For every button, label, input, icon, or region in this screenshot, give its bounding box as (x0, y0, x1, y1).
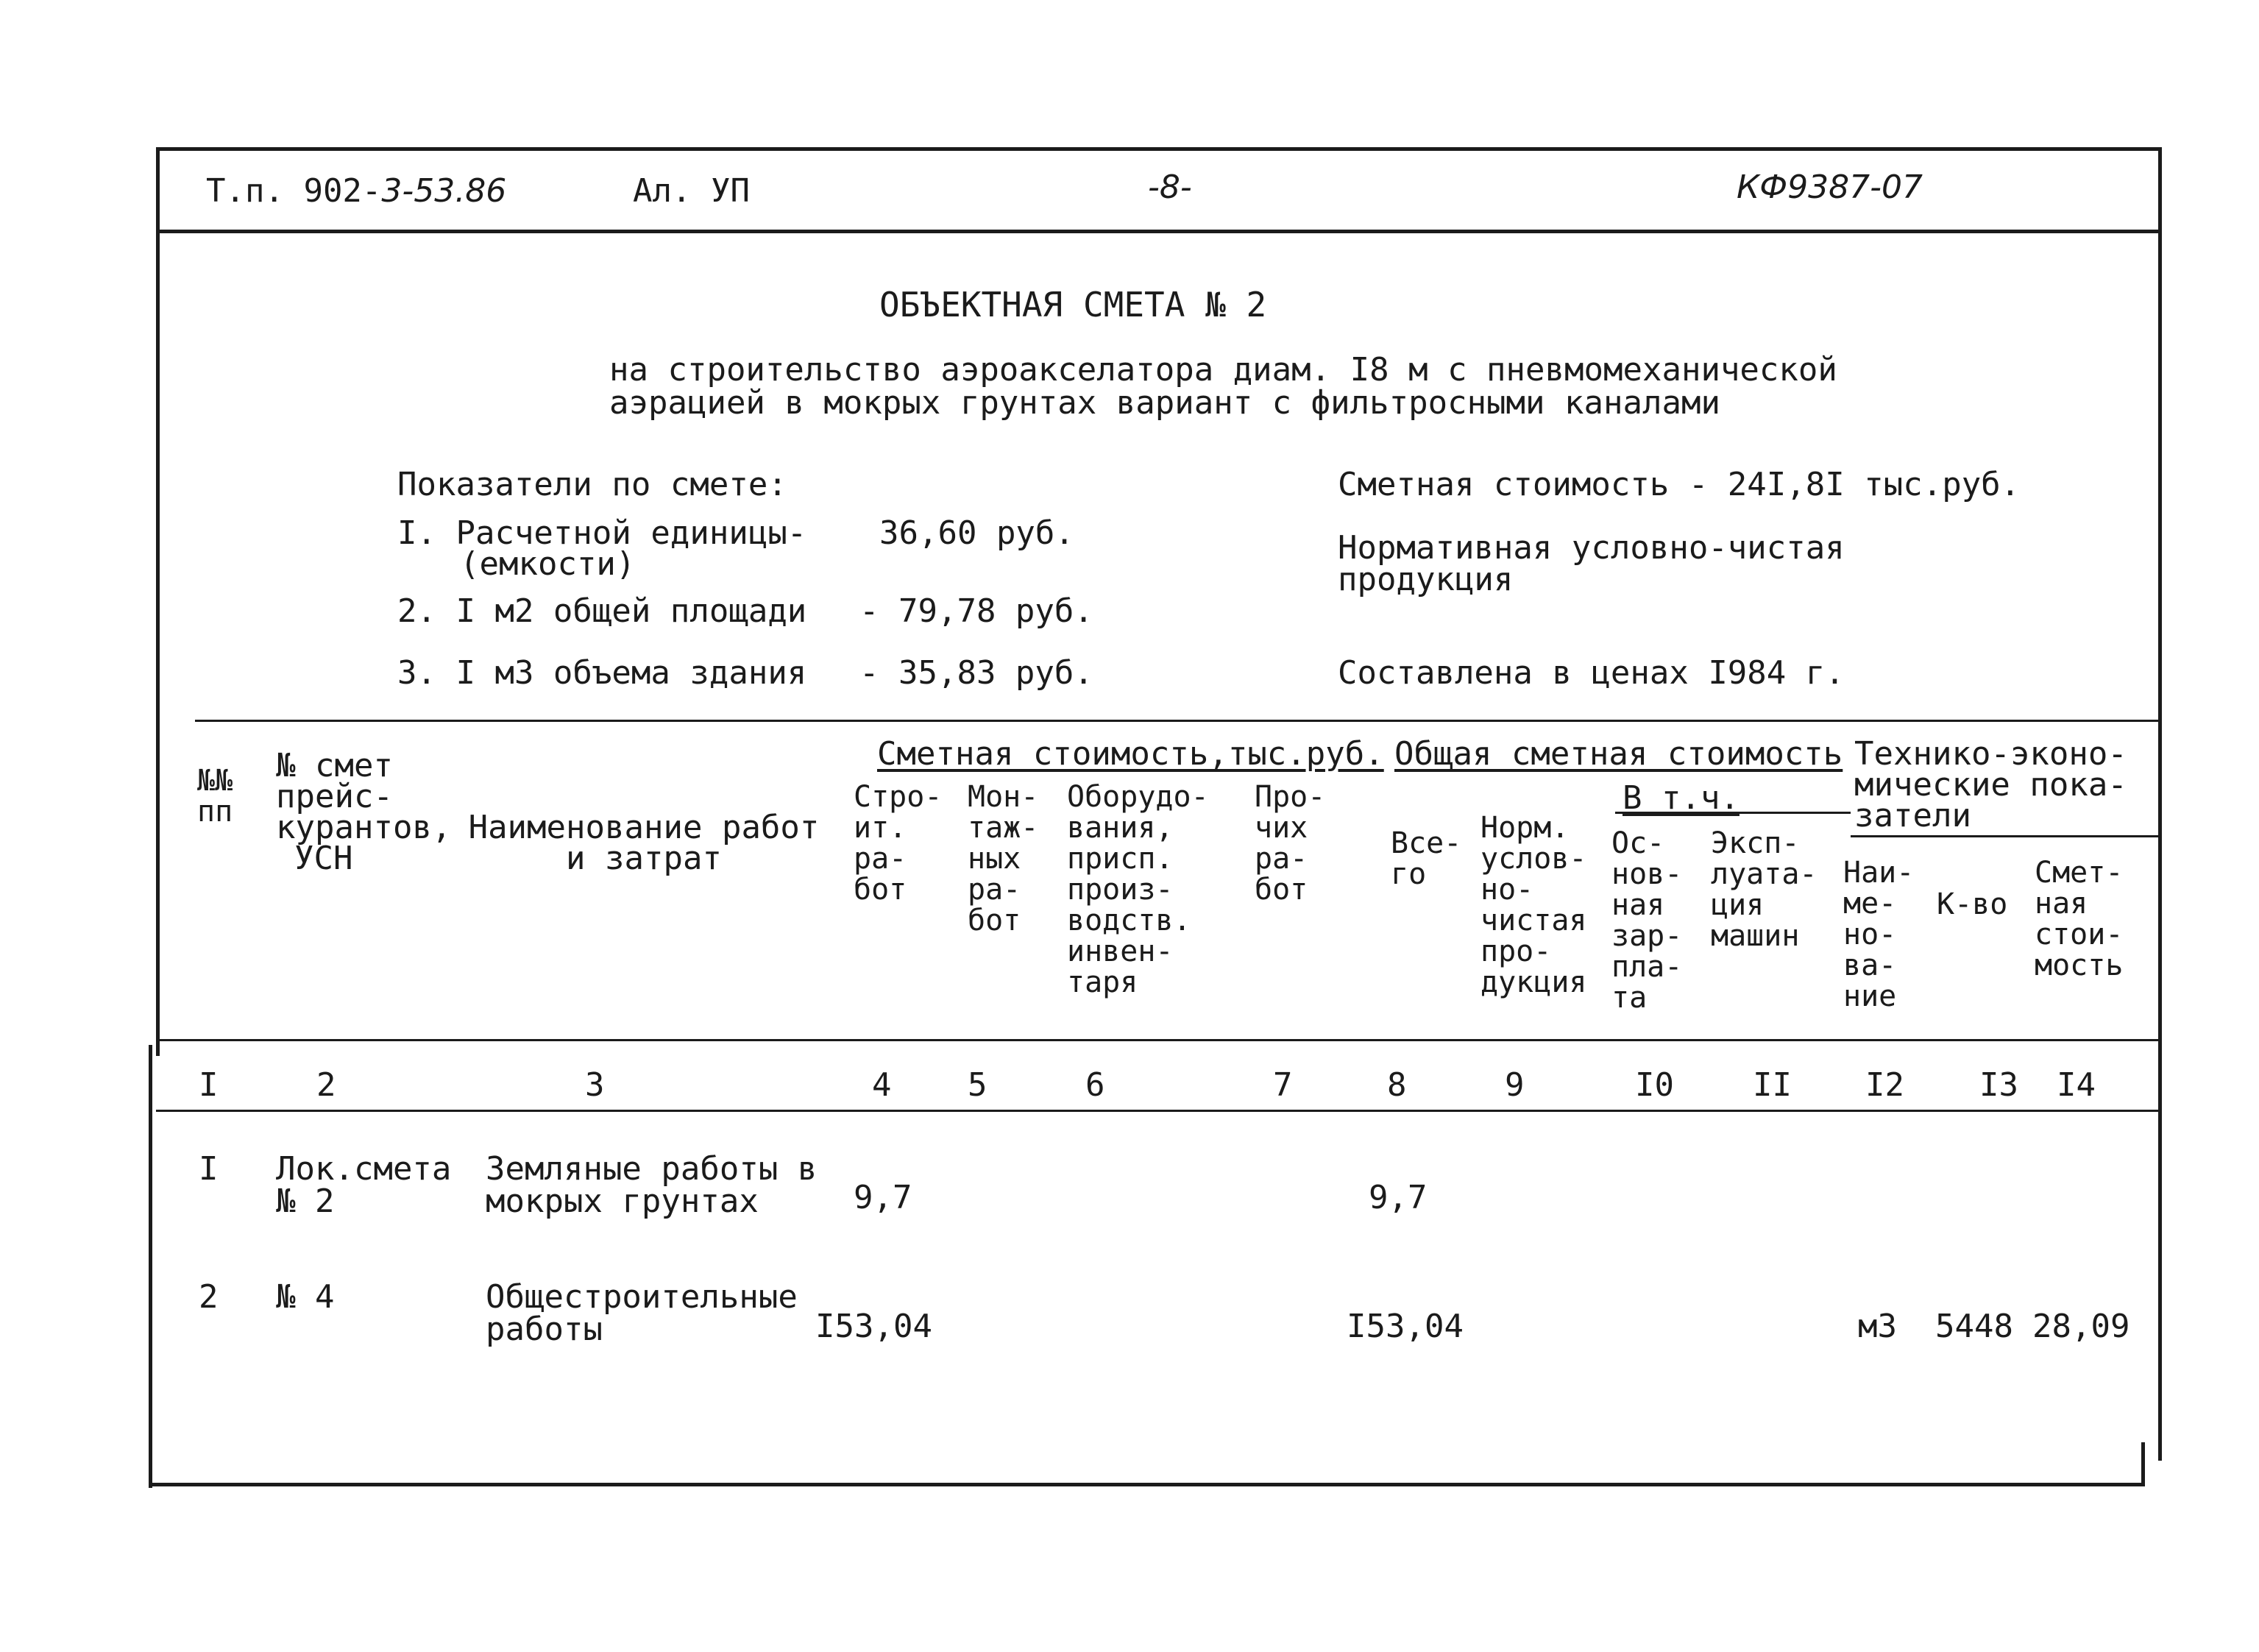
col2-header-line: прейс- (276, 778, 393, 815)
col12-header (1843, 857, 1914, 1012)
col7-header (1255, 781, 1325, 905)
col6-header-line: присп. (1067, 842, 1174, 876)
col13-header (1937, 889, 2007, 920)
archive-code: КФ9387-07 (1737, 169, 1923, 206)
col6-header (1067, 781, 1209, 998)
col4-header (854, 781, 942, 905)
title-line-2: аэрацией в мокрых грунтах вариант с фильтросными каналами (609, 384, 1720, 422)
tech-sub-rule (1851, 835, 2158, 837)
col12-header-line: но- (1843, 918, 1897, 951)
col5-header-line: ра- (968, 873, 1021, 907)
row-1-stroit: 9,7 (854, 1179, 912, 1216)
col-number: I (199, 1066, 219, 1104)
row-2-number: 2 (199, 1278, 219, 1316)
col-number: 8 (1387, 1066, 1407, 1104)
normative-product-line-2: продукция (1338, 561, 1514, 598)
col4-header-line: Стро- (854, 780, 943, 814)
col5-header-line: ных (968, 842, 1021, 876)
frame-right-line (2158, 147, 2162, 1461)
row-2-stroit: I53,04 (815, 1308, 932, 1345)
col3-header-line: и затрат (566, 840, 722, 877)
group-smeta-header: Сметная стоимость,тыс.руб. (877, 735, 1384, 773)
col11-header-line: Эксп- (1711, 826, 1800, 860)
col9-header-line: Норм. (1480, 811, 1570, 845)
col11-header-line: машин (1711, 919, 1800, 953)
indicator-1-label: I. Расчетной единицы- (397, 514, 807, 552)
frame-top-line (156, 147, 2162, 151)
indicator-1-value: 36,60 руб. (879, 514, 1074, 552)
row-1-number: I (199, 1150, 219, 1188)
col-number: 4 (872, 1066, 892, 1104)
col7-header-line: ра- (1255, 842, 1308, 876)
col14-header-line: стои- (2035, 918, 2124, 951)
col-number: 7 (1273, 1066, 1293, 1104)
row-2-name: Общестроительные (486, 1278, 798, 1316)
col6-header-line: водств. (1067, 904, 1191, 937)
col6-header-line: инвен- (1067, 935, 1174, 968)
frame-left-line (156, 147, 160, 1056)
row-2-qty: 5448 (1935, 1308, 2013, 1345)
col2-header (276, 747, 452, 877)
doc-number-handwritten: 3-53.86 (381, 172, 507, 210)
col10-header-line: та (1611, 981, 1648, 1015)
estimate-heading: ОБЪЕКТНАЯ СМЕТА № 2 (879, 285, 1267, 325)
indicators-title: Показатели по смете: (397, 466, 787, 503)
col6-header-line: вания, (1067, 811, 1174, 845)
frame-bottom-line (149, 1483, 2145, 1486)
col1-header (197, 765, 233, 827)
album-label: Ал. УП (633, 172, 750, 210)
frame-left-lower-line (149, 1045, 152, 1488)
col12-header-line: ва- (1843, 949, 1897, 982)
col3-header (467, 809, 820, 877)
col6-header-line: таря (1067, 965, 1138, 999)
col11-header-line: ция (1711, 888, 1765, 922)
col13-header-line: К-во (1937, 887, 2008, 921)
col4-header-line: ит. (854, 811, 907, 845)
col9-header (1480, 812, 1587, 998)
col2-header-line: УСН (294, 840, 353, 877)
col8-header-line: Все- (1391, 826, 1462, 860)
doc-number-prefix: Т.п. 902- (206, 172, 382, 210)
col2-header-line: № смет (276, 747, 393, 784)
col-number: 3 (585, 1066, 605, 1104)
indicator-2-value: - 79,78 руб. (859, 592, 1093, 630)
col5-header-line: бот (968, 904, 1021, 937)
col7-header-line: бот (1255, 873, 1308, 907)
col6-header-line: произ- (1067, 873, 1174, 907)
table-header-bottom-rule (156, 1039, 2158, 1041)
row-2-name-cont: работы (486, 1311, 603, 1348)
indicator-2-label: 2. I м2 общей площади (397, 592, 807, 630)
col10-header-line: Ос- (1611, 826, 1665, 860)
row-1-name-cont: мокрых грунтах (486, 1183, 759, 1220)
col14-header-line: мость (2035, 949, 2124, 981)
col-number: I4 (2057, 1066, 2096, 1104)
group-tech-header-1: Технико-эконо- (1854, 735, 2127, 773)
row-2-ref: № 4 (276, 1278, 335, 1316)
col14-header-line: Смет- (2035, 857, 2124, 890)
col8-header (1391, 828, 1461, 890)
col14-header-line: ная (2035, 887, 2088, 921)
col8-header-line: го (1391, 857, 1427, 891)
col4-header-line: бот (854, 873, 907, 907)
col5-header-line: Мон- (968, 780, 1039, 814)
col4-header-line: ра- (854, 842, 907, 876)
group-total-header: Общая сметная стоимость (1394, 735, 1843, 773)
col9-header-line: но- (1480, 873, 1534, 907)
indicator-3-label: 3. I м3 объема здания (397, 654, 807, 692)
col1-header-line: №№ (197, 764, 233, 798)
col11-header-line: луата- (1711, 857, 1818, 891)
col12-header-line: ние (1843, 979, 1897, 1013)
estimated-cost: Сметная стоимость - 24I,8I тыс.руб. (1338, 466, 2021, 503)
table-top-rule (195, 720, 2158, 722)
col10-header-line: зар- (1611, 919, 1683, 953)
row-1-ref-number: № 2 (276, 1183, 335, 1220)
col6-header-line: Оборудо- (1067, 780, 1209, 814)
col10-header-line: нов- (1611, 857, 1683, 891)
col9-header-line: про- (1480, 935, 1552, 968)
frame-right-lower-line (2141, 1442, 2145, 1486)
col-number: I3 (1979, 1066, 2018, 1104)
frame-header-divider (156, 230, 2162, 233)
col5-header (968, 781, 1038, 936)
row-1-name: Земляные работы в (486, 1150, 818, 1188)
col9-header-line: чистая (1480, 904, 1587, 937)
col10-header-line: пла- (1611, 950, 1683, 984)
col12-header-line: ме- (1843, 887, 1897, 921)
col7-header-line: Про- (1255, 780, 1326, 814)
col-number: I2 (1865, 1066, 1904, 1104)
row-1-vsego: 9,7 (1369, 1179, 1428, 1216)
doc-number (206, 174, 506, 208)
col12-header-line: Наи- (1843, 856, 1915, 890)
col-number: 9 (1505, 1066, 1525, 1104)
col9-header-line: дукция (1480, 965, 1587, 999)
row-2-vsego: I53,04 (1347, 1308, 1464, 1345)
col3-header-line: Наименование работ (468, 809, 820, 846)
col10-header-line: ная (1611, 888, 1665, 922)
indicator-1-label-cont: (емкости) (460, 545, 636, 583)
row-2-cost: 28,09 (2032, 1310, 2130, 1344)
vtch-header: В т.ч. (1623, 779, 1740, 817)
indicator-3-value: - 35,83 руб. (859, 654, 1093, 692)
col-number: I0 (1635, 1066, 1674, 1104)
table-col-number-rule (156, 1110, 2158, 1112)
col-number: 6 (1085, 1066, 1105, 1104)
col7-header-line: чих (1255, 811, 1308, 845)
col1-header-line: пп (197, 795, 233, 829)
row-1-ref: Лок.смета (276, 1150, 452, 1188)
row-2-unit: м3 (1858, 1308, 1897, 1345)
col11-header (1711, 828, 1818, 951)
col14-header (2035, 857, 2156, 981)
normative-product-line-1: Нормативная условно-чистая (1338, 529, 1845, 567)
col10-header (1611, 828, 1682, 1013)
col5-header-line: таж- (968, 811, 1039, 845)
group-tech-header-3: затели (1854, 797, 1971, 834)
col-number: 2 (316, 1066, 336, 1104)
price-base: Составлена в ценах I984 г. (1338, 654, 1845, 692)
title-line-1: на строительство аэроакселатора диам. I8 м с пневмомеханической (609, 351, 1837, 389)
col9-header-line: услов- (1480, 842, 1587, 876)
col-number: II (1753, 1066, 1792, 1104)
col2-header-line: курантов, (276, 809, 452, 846)
group-tech-header-2: мические пока- (1854, 766, 2127, 804)
page-number: -8- (1148, 169, 1192, 206)
col-number: 5 (968, 1066, 987, 1104)
